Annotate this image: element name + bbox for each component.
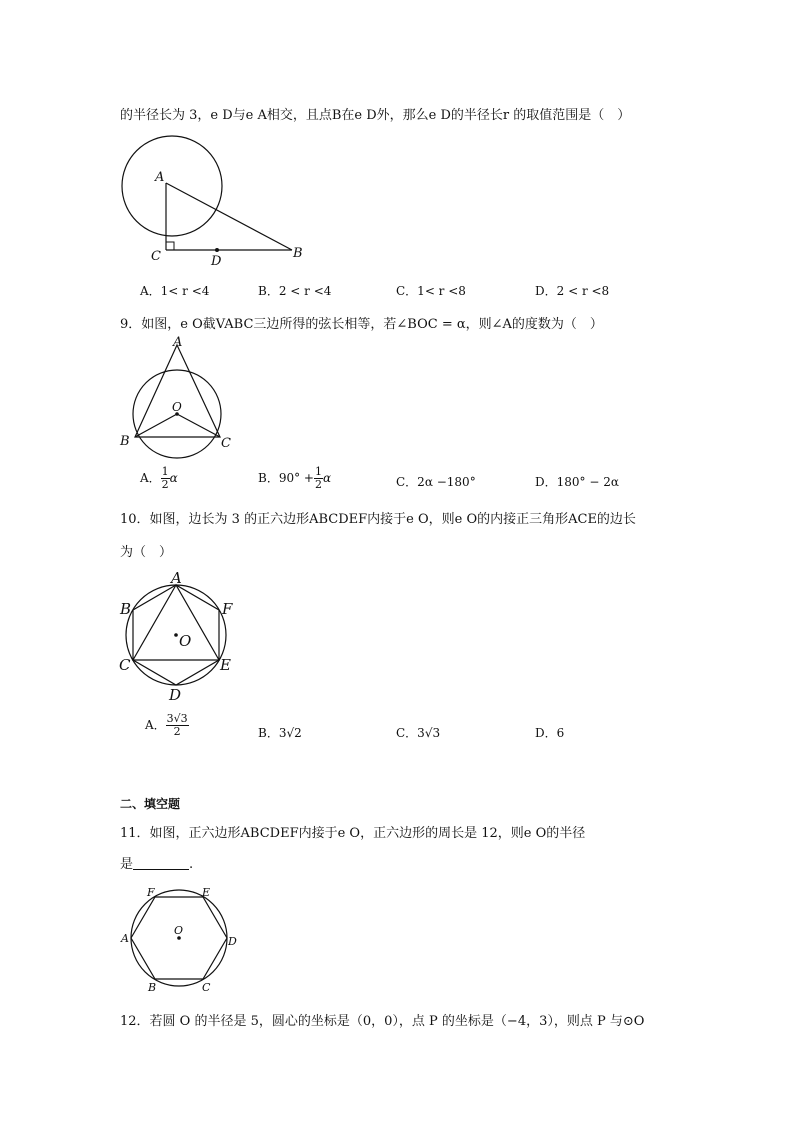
q11-label-c: C: [202, 981, 211, 994]
q9-option-b: [258, 466, 331, 491]
q9-option-b-num: 1: [314, 465, 322, 478]
q10-option-c: C．3√3: [396, 726, 441, 740]
q11-label-f: F: [147, 886, 155, 899]
q8-label-b: B: [293, 246, 303, 261]
q11-label-a: A: [121, 932, 129, 945]
q9-option-a-den: 2: [161, 478, 169, 491]
q9-triangle-abc: [135, 345, 220, 437]
q9-label-o: O: [172, 400, 182, 414]
q8-option-a: A．1< r <4: [140, 284, 210, 298]
q9-option-b-fraction: [314, 466, 323, 491]
q11-answer-blank[interactable]: [133, 869, 189, 870]
q9-option-b-prefix: B．90° +: [258, 471, 314, 485]
q8-label-a: A: [155, 170, 165, 185]
q9-segment-ob: [135, 414, 177, 437]
q10-label-d: D: [169, 686, 182, 704]
q9-option-b-den: 2: [314, 478, 322, 491]
q10-label-e: E: [220, 656, 231, 674]
q10-option-a-prefix: A．: [145, 718, 166, 732]
q10-option-d: D．6: [535, 726, 565, 740]
q11-figure: [118, 884, 248, 994]
q11-label-e: E: [202, 886, 211, 899]
q8-right-angle-mark: [166, 242, 174, 250]
q10-label-a: A: [171, 569, 182, 587]
q9-option-d: D．180° − 2α: [535, 475, 619, 489]
q9-figure: [115, 335, 235, 455]
q8-option-b: B．2 < r <4: [258, 284, 332, 298]
q10-option-a-num: 3√3: [166, 712, 188, 725]
q12-stem: 12．若圆 O 的半径是 5，圆心的坐标是（0，0），点 P 的坐标是（−4，3），则点 P 与⊙O: [120, 1014, 645, 1029]
q10-center-o: [174, 633, 178, 637]
q11-stem-line2-text: 是: [120, 857, 134, 872]
q9-label-b: B: [120, 434, 130, 449]
q9-option-a: [140, 466, 178, 491]
q8-point-d: [215, 248, 219, 252]
q9-label-a: A: [173, 335, 183, 350]
q10-option-a-fraction: [166, 713, 189, 738]
q8-option-c: C．1< r <8: [396, 284, 466, 298]
q8-figure: [115, 128, 315, 268]
q10-option-b: B．3√2: [258, 726, 302, 740]
q10-stem-line2: 为（ ）: [120, 545, 173, 560]
q10-stem-line1: 10．如图，边长为 3 的正六边形ABCDEF内接于e O，则e O的内接正三角形ACE的边长: [120, 512, 636, 527]
q10-label-o: O: [179, 632, 192, 650]
section-title: 二、填空题: [120, 797, 181, 811]
q11-label-b: B: [148, 981, 157, 994]
q9-option-a-num: 1: [161, 465, 169, 478]
q8-label-d: D: [211, 254, 222, 269]
q10-label-f: F: [222, 600, 233, 618]
q9-option-a-suffix: α: [169, 471, 178, 485]
q9-stem: 9．如图，e O截VABC三边所得的弦长相等，若∠BOC = α，则∠A的度数为（ ）: [120, 317, 603, 332]
q8-label-c: C: [151, 249, 161, 264]
q10-option-a: [145, 713, 189, 738]
q10-figure: [112, 568, 242, 708]
q9-option-b-suffix: α: [322, 471, 332, 485]
q11-stem-line2: [120, 853, 193, 872]
q11-label-o: O: [174, 924, 184, 937]
q10-label-c: C: [119, 656, 131, 674]
q10-label-b: B: [120, 600, 132, 618]
q9-option-a-prefix: A．: [140, 471, 161, 485]
q9-option-a-fraction: [161, 466, 170, 491]
q11-stem-line1: 11．如图，正六边形ABCDEF内接于e O，正六边形的周长是 12，则e O的半径: [120, 826, 586, 841]
q8-segment-ab: [166, 183, 292, 250]
q11-stem-end: .: [189, 857, 194, 872]
q8-option-d: D．2 < r <8: [535, 284, 610, 298]
q9-option-c: C．2α −180°: [396, 475, 476, 489]
q10-option-a-den: 2: [173, 725, 181, 738]
q8-stem: 的半径长为 3，e D与e A相交，且点B在e D外，那么e D的半径长r 的取值范围是（ ）: [120, 108, 631, 123]
q11-label-d: D: [228, 935, 237, 948]
q9-label-c: C: [221, 436, 231, 451]
q9-segment-oc: [177, 414, 220, 437]
q10-triangle-ace: [133, 585, 219, 660]
